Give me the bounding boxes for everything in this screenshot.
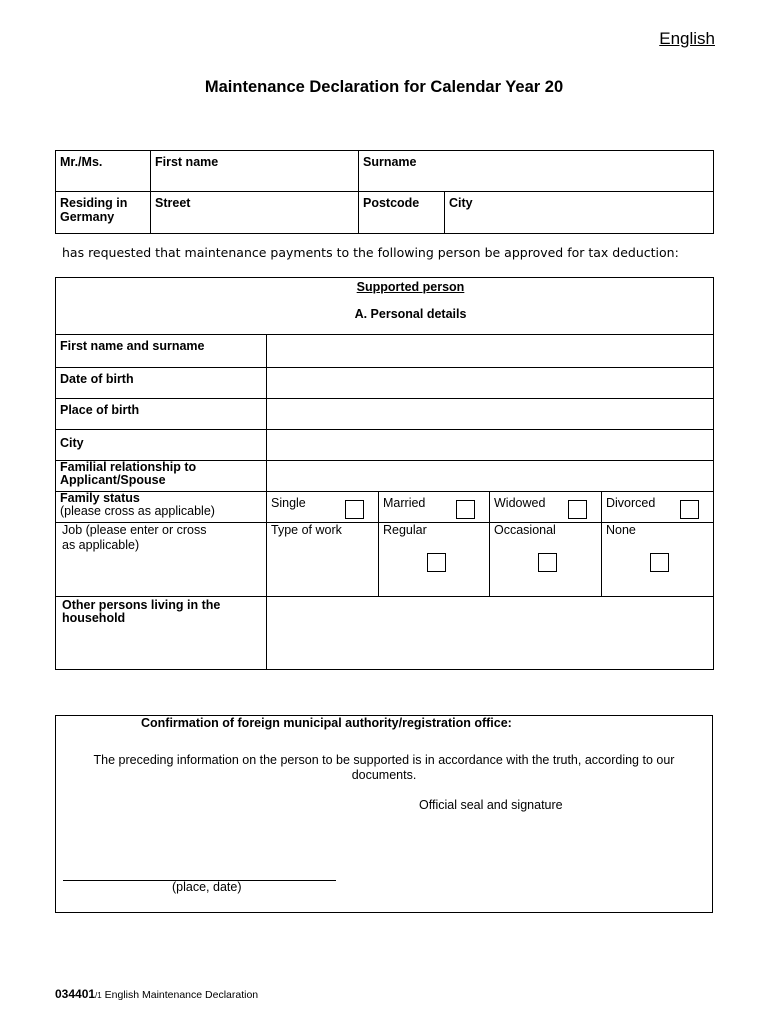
status-option-single[interactable] — [267, 492, 379, 523]
place-date-label: (place, date) — [172, 880, 242, 894]
supported-city-field[interactable] — [267, 430, 714, 461]
single-checkbox[interactable] — [345, 500, 364, 519]
first-name-field[interactable] — [151, 151, 359, 192]
status-option-widowed[interactable] — [490, 492, 602, 523]
city-row-label: City — [60, 436, 84, 450]
occasional-checkbox[interactable] — [538, 553, 557, 572]
confirmation-text: The preceding information on the person to be supported is in accordance with the truth, according to our documents. — [93, 753, 675, 782]
none-label: None — [606, 523, 636, 537]
intro-text: has requested that maintenance payments to the following person be approved for tax deduction: — [62, 245, 679, 260]
postcode-field[interactable] — [359, 192, 445, 234]
regular-checkbox[interactable] — [427, 553, 446, 572]
title-label: Mr./Ms. — [60, 155, 103, 169]
regular-label: Regular — [383, 523, 427, 537]
family-status-note: (please cross as applicable) — [60, 504, 215, 518]
none-checkbox[interactable] — [650, 553, 669, 572]
seal-signature-label: Official seal and signature — [419, 798, 563, 812]
page-title: Maintenance Declaration for Calendar Year 20 — [204, 78, 564, 96]
form-footer — [55, 987, 258, 1001]
relationship-label: Familial relationship to Applicant/Spouse — [60, 460, 197, 487]
relationship-field[interactable] — [267, 461, 714, 492]
family-status-label: Family status — [60, 491, 140, 505]
divorced-checkbox[interactable] — [680, 500, 699, 519]
residence-cell — [56, 192, 151, 234]
others-field[interactable] — [267, 597, 714, 670]
divorced-label: Divorced — [606, 496, 656, 510]
name-label: First name and surname — [60, 339, 205, 353]
first-name-label: First name — [155, 155, 219, 169]
job-label: Job (please enter or cross as applicable) — [62, 523, 207, 552]
form-number: 034401 — [55, 987, 96, 1001]
type-of-work-label: Type of work — [271, 523, 342, 537]
supported-heading-cell — [56, 278, 714, 335]
pob-label: Place of birth — [60, 403, 140, 417]
supported-person-table — [55, 277, 714, 670]
form-footer-label: English Maintenance Declaration — [101, 989, 259, 1001]
confirmation-title: Confirmation of foreign municipal authority/registration office: — [141, 716, 512, 730]
supported-person-heading: Supported person — [356, 280, 465, 294]
name-field[interactable] — [267, 335, 714, 368]
language-label: English — [659, 29, 715, 48]
job-type-field[interactable] — [267, 523, 379, 597]
city-field[interactable] — [445, 192, 714, 234]
surname-field[interactable] — [359, 151, 714, 192]
dob-label: Date of birth — [60, 372, 134, 386]
surname-label: Surname — [363, 155, 417, 169]
status-option-divorced[interactable] — [602, 492, 714, 523]
postcode-label: Postcode — [363, 196, 420, 210]
pob-field[interactable] — [267, 399, 714, 430]
single-label: Single — [271, 496, 306, 510]
residing-label: Residing in Germany — [60, 196, 128, 224]
widowed-label: Widowed — [494, 496, 546, 510]
status-option-married[interactable] — [379, 492, 490, 523]
street-label: Street — [155, 196, 191, 210]
job-option-none[interactable] — [602, 523, 714, 597]
job-option-occasional[interactable] — [490, 523, 602, 597]
widowed-checkbox[interactable] — [568, 500, 587, 519]
form-number-suffix: /1 — [95, 991, 102, 1000]
personal-details-heading: A. Personal details — [354, 307, 467, 321]
city-label: City — [449, 196, 473, 210]
confirmation-box — [55, 715, 713, 913]
job-option-regular[interactable] — [379, 523, 490, 597]
others-label: Other persons living in the household — [62, 598, 221, 625]
street-field[interactable] — [151, 192, 359, 234]
married-checkbox[interactable] — [456, 500, 475, 519]
title-field[interactable] — [56, 151, 151, 192]
applicant-table — [55, 150, 714, 234]
dob-field[interactable] — [267, 368, 714, 399]
occasional-label: Occasional — [494, 523, 556, 537]
married-label: Married — [383, 496, 426, 510]
